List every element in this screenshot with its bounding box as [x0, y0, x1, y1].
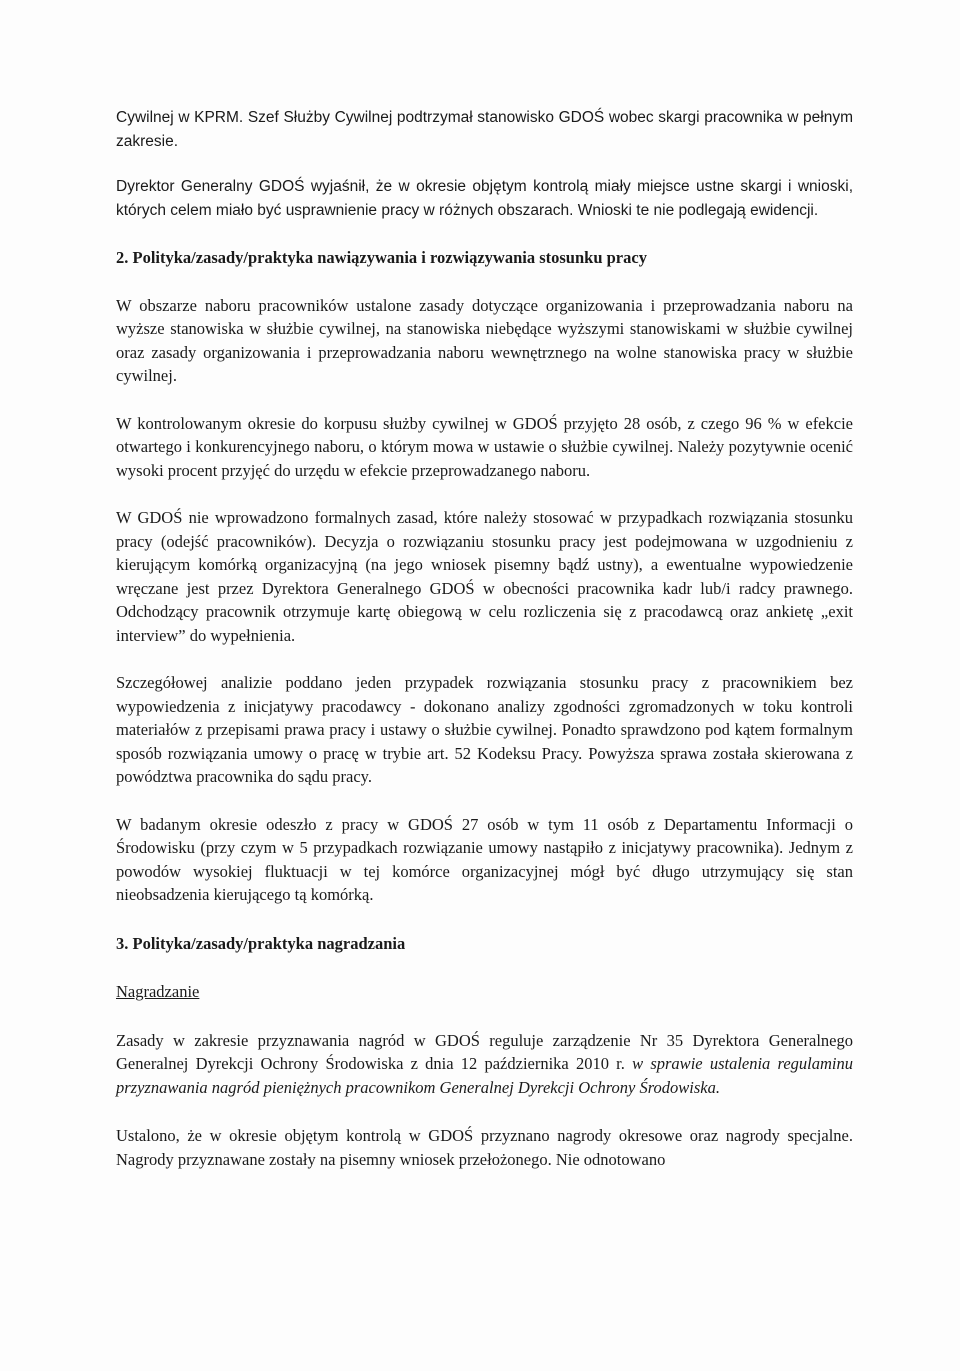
document-body: [116, 106, 853, 1171]
paragraph-recruitment-rules: W obszarze naboru pracowników ustalone zasady dotyczące organizowania i przeprowadzania naboru na wyższe stanowiska w służbie cywilnej, na stanowiska niebędące wyższymi stanowiskami w służbie cywilnej oraz zasady organizowania i przeprowadzania naboru wewnętrznego na wolne stanowiska pracy w służbie cywilnej.: [116, 295, 853, 385]
reward-rules-text: Zasady w zakresie przyznawania nagród w GDOŚ reguluje zarządzenie Nr 35 Dyrektora Generalnego Generalnej Dyrekcji Ochrony Środowiska z dnia 12 października 2010 r.: [116, 1030, 853, 1073]
paragraph-oral-complaints: Dyrektor Generalny GDOŚ wyjaśnił, że w okresie objętym kontrolą miały miejsce ustne skargi i wnioski, których celem miało być usprawnienie pracy w różnych obszarach. Wnioski te nie podlegają ewidencji.: [116, 178, 853, 219]
paragraph-staff-turnover: W badanym okresie odeszło z pracy w GDOŚ 27 osób w tym 11 osób z Departamentu Informacji o Środowisku (przy czym w 5 przypadkach rozwiązanie umowy nastąpiło z inicjatywy pracownika). Jednym z powodów wysokiej fluktuacji w tej komórce organizacyjnej mógł być długo utrzymujący się stan nieobsadzenia kierującego tą komórką.: [116, 814, 853, 904]
paragraph-termination-case: Szczegółowej analizie poddano jeden przypadek rozwiązania stosunku pracy z pracownikiem bez wypowiedzenia z inicjatywy pracodawcy - dokonano analizy zgodności zgromadzonych w toku kontroli materiałów z przepisami prawa pracy i ustawy o służbie cywilnej. Ponadto sprawdzono pod kątem formalnym sposób rozwiązania umowy o pracę w trybie art. 52 Kodeksu Pracy. Powyższa sprawa została skierowana z powództwa pracownika do sądu pracy.: [116, 673, 853, 786]
reward-rules-title-italic: w sprawie ustalenia regulaminu przyznawania nagród pieniężnych pracownikom Generalnej Dyrekcji Ochrony Środowiska.: [116, 1054, 853, 1097]
paragraph-kprm-complaint: Cywilnej w KPRM. Szef Służby Cywilnej podtrzymał stanowisko GDOŚ wobec skargi pracownika w pełnym zakresie.: [116, 109, 853, 150]
section-heading-rewards: 3. Polityka/zasady/praktyka nagradzania: [116, 933, 406, 953]
section-heading-employment: 2. Polityka/zasady/praktyka nawiązywania i rozwiązywania stosunku pracy: [116, 248, 647, 267]
paragraph-recruitment-stats: W kontrolowanym okresie do korpusu służby cywilnej w GDOŚ przyjęto 28 osób, z czego 96 % w efekcie otwartego i konkurencyjnego naboru, o którym mowa w ustawie o służbie cywilnej. Należy pozytywnie ocenić wysoki procent przyjęć do urzędu w efekcie przeprowadzanego naboru.: [116, 413, 853, 480]
paragraph-termination-rules: W GDOŚ nie wprowadzono formalnych zasad, które należy stosować w przypadkach rozwiązania stosunku pracy (odejść pracowników). Decyzja o rozwiązaniu stosunku pracy jest podejmowana w uzgodnieniu z kierującym komórką organizacyjną (na jego wniosek pisemny bądź ustny), a ewentualne wypowiedzenie wręczane jest przez Dyrektora Generalnego GDOŚ w obecności pracownika kadr lub/i radcy prawnego. Odchodzący pracownik otrzymuje kartę obiegową w celu rozliczenia się z pracodawcą oraz ankietę „exit interview” do wypełnienia.: [116, 508, 853, 645]
paragraph-rewards-granted: Ustalono, że w okresie objętym kontrolą w GDOŚ przyznano nagrody okresowe oraz nagrody specjalne. Nagrody przyznawane zostały na pisemny wniosek przełożonego. Nie odnotowano: [116, 1126, 853, 1169]
paragraph-reward-rules: [116, 1029, 853, 1100]
subheading-rewarding: Nagradzanie: [116, 982, 200, 1001]
